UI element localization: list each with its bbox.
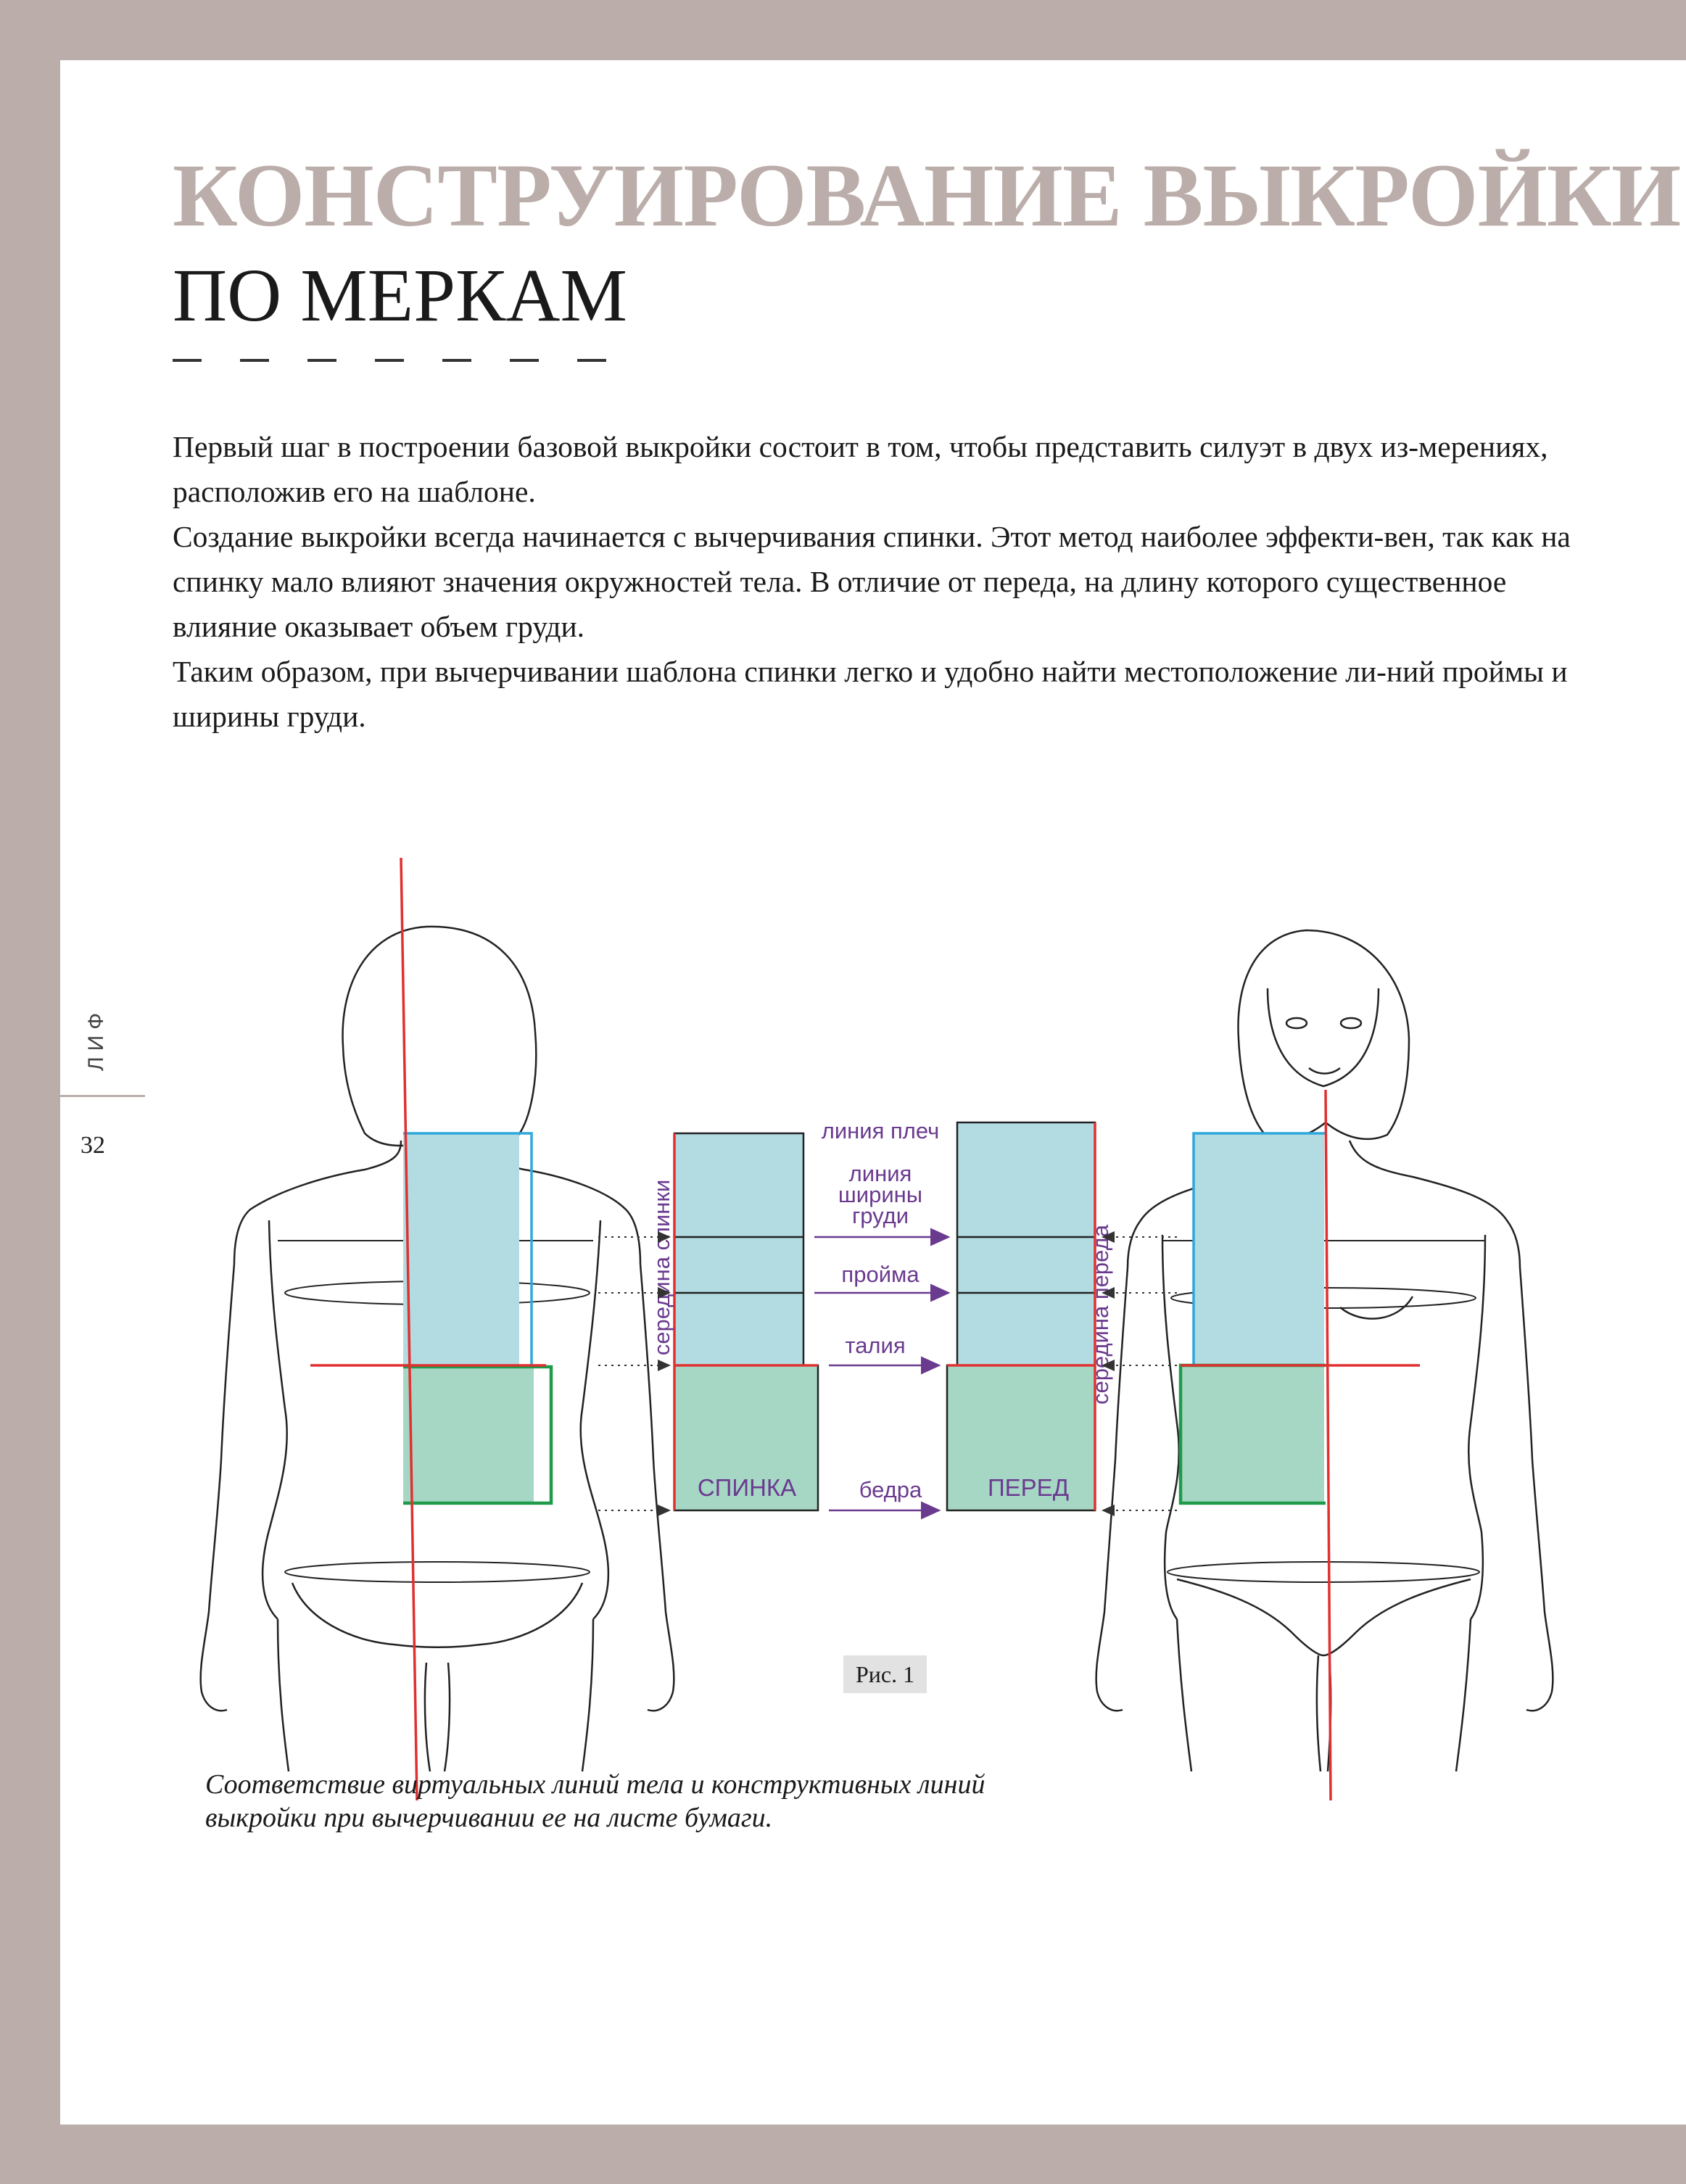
shoulder-line-label: линия плеч	[821, 1118, 940, 1143]
hips-label: бедра	[859, 1477, 922, 1502]
armhole-label: пройма	[841, 1262, 920, 1287]
front-face	[1268, 988, 1379, 1086]
front-block-label: ПЕРЕД	[987, 1474, 1070, 1501]
back-lower-block	[403, 1365, 534, 1503]
chest-width-label-3: груди	[851, 1203, 909, 1228]
front-lower-block	[1181, 1365, 1324, 1503]
back-upper-block	[403, 1133, 519, 1365]
center-back-label: середина спинки	[649, 1179, 674, 1356]
front-hair	[1238, 930, 1409, 1139]
figure-caption	[205, 1768, 1148, 1835]
paragraph: Первый шаг в построении базовой выкройки состоит в том, чтобы представить силуэт в двух из-мерениях, расположив его на шаблоне.	[173, 430, 1548, 508]
caption-line: Соответствие виртуальных линий тела и конструктивных линий	[205, 1769, 985, 1800]
chest-width-label-1: линия	[848, 1161, 912, 1186]
front-right-arm	[1520, 1267, 1553, 1711]
back-underwear	[292, 1583, 582, 1647]
chest-width-label-2: ширины	[838, 1182, 923, 1207]
back-legs	[278, 1619, 593, 1771]
center-labels	[814, 1118, 949, 1510]
figure-tag: Рис. 1	[843, 1655, 927, 1693]
page-number: 32	[80, 1132, 105, 1159]
page	[60, 60, 1686, 2125]
front-legs	[1177, 1619, 1471, 1771]
back-neck-shoulders	[234, 1141, 401, 1264]
page-subtitle: ПО МЕРКАМ	[173, 254, 627, 337]
front-mouth	[1309, 1068, 1340, 1074]
page-title: КОНСТРУИРОВАНИЕ ВЫКРОЙКИ	[173, 146, 1681, 245]
paragraph: Таким образом, при вычерчивании шаблона спинки легко и удобно найти местоположение ли-ний проймы и ширины груди.	[173, 655, 1568, 733]
front-center-line	[1326, 1090, 1331, 1800]
back-block-upper	[674, 1133, 803, 1365]
front-upper-block	[1194, 1133, 1324, 1365]
back-hip-ellipse	[285, 1562, 590, 1582]
back-hair	[343, 927, 537, 1146]
paragraph: Создание выкройки всегда начинается с вычерчивания спинки. Этот метод наиболее эффекти-вен, так как на спинку мало влияют значения окружностей тела. В отличие от переда, на длину которого существенное влияние оказывает объем груди.	[173, 520, 1571, 643]
front-hip-ellipse	[1168, 1562, 1479, 1582]
front-figure	[1096, 930, 1553, 1771]
center-front-label: середина переда	[1088, 1224, 1113, 1405]
back-pattern-block	[649, 1133, 818, 1510]
front-left-eye	[1286, 1018, 1307, 1028]
section-label-text: ЛИФ	[84, 1006, 108, 1072]
front-underwear	[1177, 1579, 1471, 1655]
front-pattern-block	[947, 1122, 1113, 1510]
title-divider	[173, 359, 608, 362]
back-left-arm	[201, 1264, 234, 1711]
back-block-label: СПИНКА	[697, 1474, 797, 1501]
waist-label: талия	[845, 1333, 906, 1358]
front-right-eye	[1341, 1018, 1361, 1028]
caption-line: выкройки при вычерчивании ее на листе бумаги.	[205, 1803, 773, 1833]
front-block-upper	[957, 1122, 1095, 1365]
body-text	[173, 424, 1594, 739]
